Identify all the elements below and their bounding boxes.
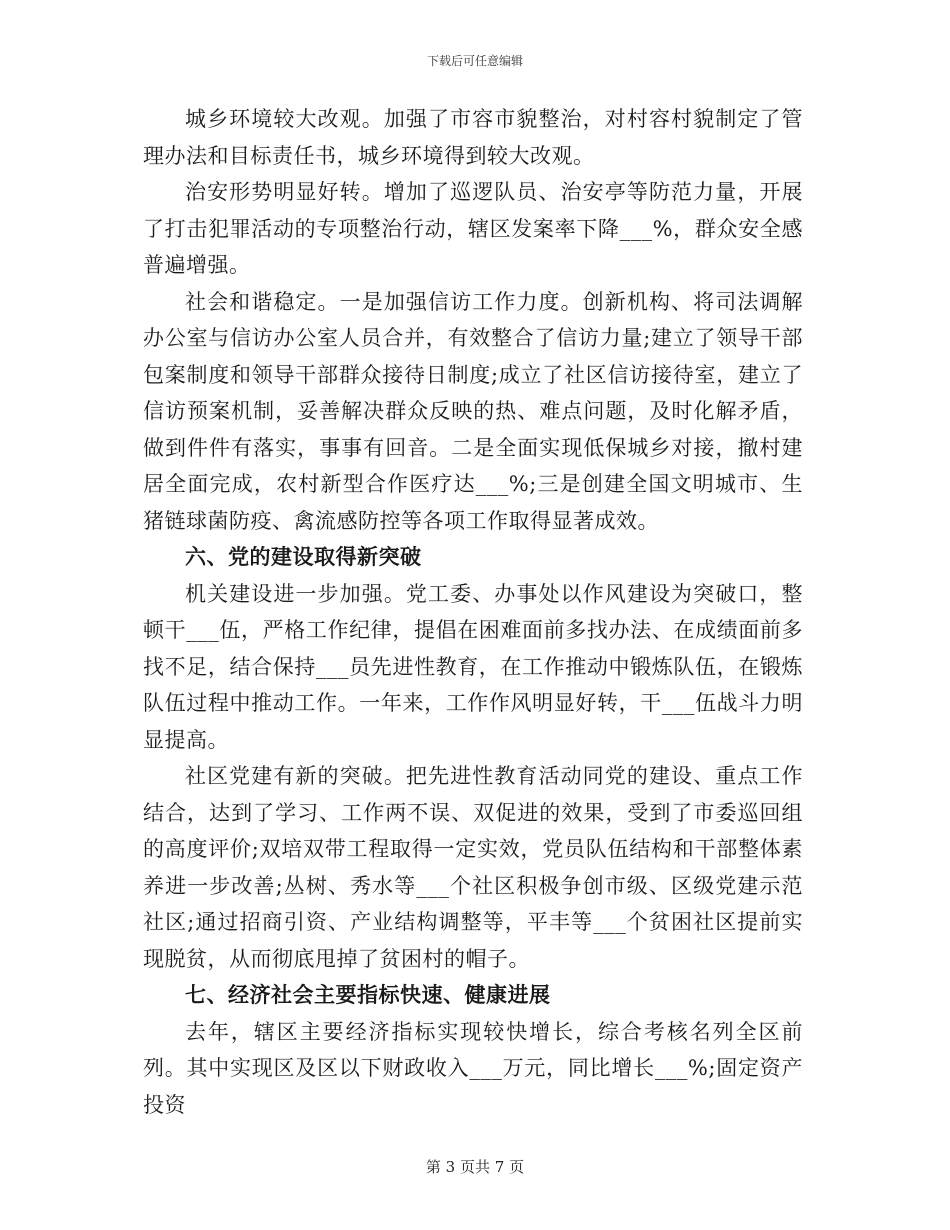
- paragraph-economic-growth: 去年，辖区主要经济指标实现较快增长，综合考核名列全区前列。其中实现区及区以下财政收入___万元，同比增长___%;固定资产投资: [143, 1019, 803, 1117]
- document-body: [143, 101, 803, 1123]
- paragraph-community-party-building: 社区党建有新的突破。把先进性教育活动同党的建设、重点工作结合，达到了学习、工作两不误、双促进的效果，受到了市委巡回组的高度评价;双培双带工程取得一定实效，党员队伍结构和干部整体素养进一步改善;丛树、秀水等___个社区积极争创市级、区级党建示范社区;通过招商引资、产业结构调整等，平丰等___个贫困社区提前实现脱贫，从而彻底甩掉了贫困村的帽子。: [143, 764, 803, 971]
- paragraph-public-security: 治安形势明显好转。增加了巡逻队员、治安亭等防范力量，开展了打击犯罪活动的专项整治行动，辖区发案率下降___%，群众安全感普遍增强。: [143, 180, 803, 277]
- paragraph-urban-rural-environment: 城乡环境较大改观。加强了市容市貌整治，对村容村貌制定了管理办法和目标责任书，城乡环境得到较大改观。: [143, 107, 803, 168]
- paragraph-organ-building: 机关建设进一步加强。党工委、办事处以作风建设为突破口，整顿干___伍，严格工作纪律，提倡在困难面前多找办法、在成绩面前多找不足，结合保持___员先进性教育，在工作推动中锻炼队伍，在锻炼队伍过程中推动工作。一年来，工作作风明显好转，干___伍战斗力明显提高。: [143, 581, 803, 752]
- page-footer: 第 3 页共 7 页: [425, 1158, 525, 1176]
- section-heading-economic-indicators: 七、经济社会主要指标快速、健康进展: [185, 983, 551, 1007]
- page-header: 下载后可任意编辑: [426, 54, 523, 68]
- section-heading-party-building: 六、党的建设取得新突破: [185, 545, 422, 569]
- paragraph-social-stability: 社会和谐稳定。一是加强信访工作力度。创新机构、将司法调解办公室与信访办公室人员合并，有效整合了信访力量;建立了领导干部包案制度和领导干部群众接待日制度;成立了社区信访接待室，建立了信访预案机制，妥善解决群众反映的热、难点问题，及时化解矛盾，做到件件有落实，事事有回音。二是全面实现低保城乡对接，撤村建居全面完成，农村新型合作医疗达___%;三是创建全国文明城市、生猪链球菌防疫、禽流感防控等各项工作取得显著成效。: [143, 289, 803, 533]
